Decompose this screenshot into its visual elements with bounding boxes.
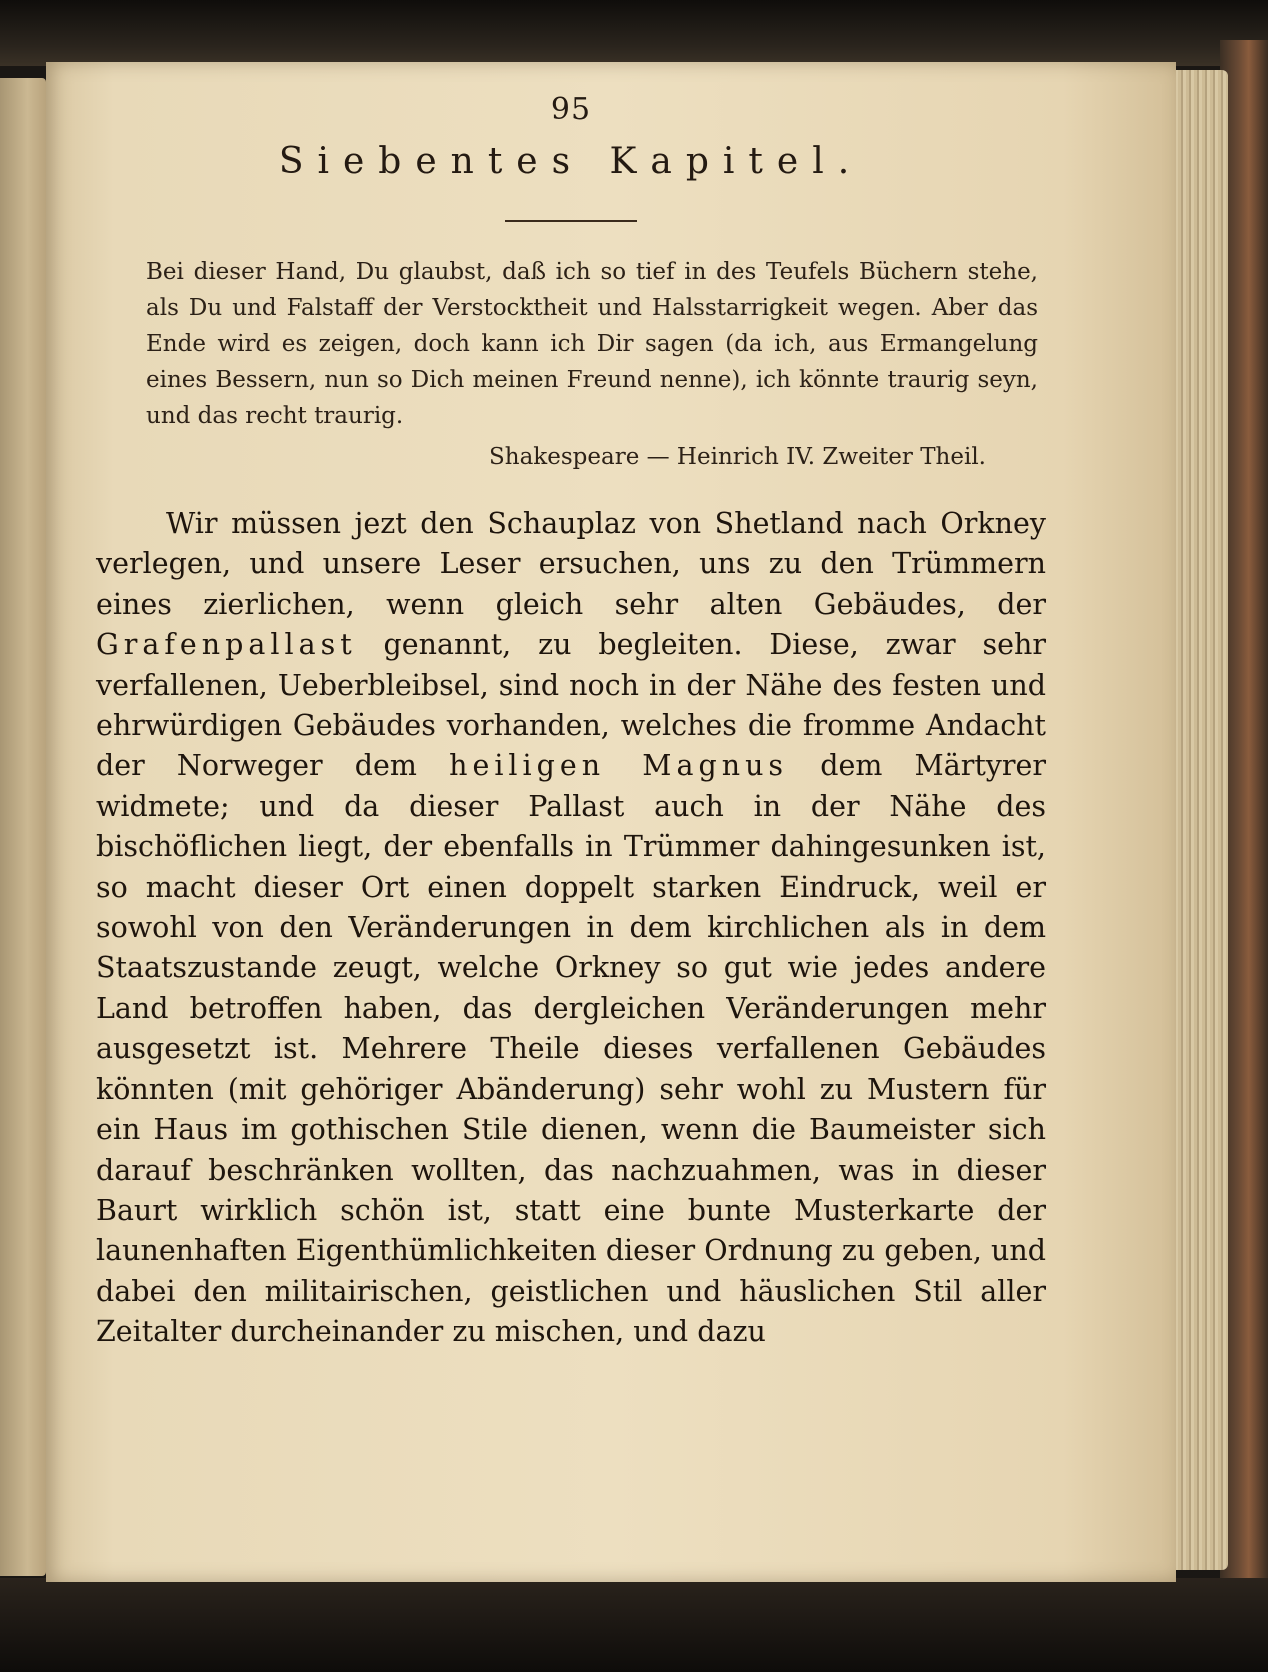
epigraph: Bei dieser Hand, Du glaubst, daß ich so tief in des Teufels Büchern stehe, als Du und Falstaff der Verstocktheit und Halsstarrigkeit wegen. Aber das Ende wird es zeigen, doch kann ich Dir sagen (da ich, aus Ermangelung eines Bessern, nun so Dich meinen Freund nenne), ich könnte traurig seyn, und das recht traurig. (146, 259, 1038, 429)
body-text-part-2: genannt, zu begleiten. Diese, zwar sehr verfallenen, Ueberbleibsel, sind noch in der Nähe des festen und ehrwürdigen Gebäudes vorhanden, welches die fromme Andacht der Norweger dem (96, 628, 1046, 783)
page-block-edges (1170, 70, 1228, 1570)
chapter-title: Siebentes Kapitel. (278, 141, 864, 182)
book-cover-bottom (0, 1578, 1268, 1672)
page-number: 95 (550, 92, 592, 127)
page-content (96, 92, 1046, 1353)
body-text-emphasis-magnus: heiligen Magnus (449, 749, 789, 783)
previous-page-edge (0, 78, 46, 1576)
body-text-emphasis-grafenpallast: Grafenpallast (96, 628, 357, 662)
epigraph-attribution: Shakespeare — Heinrich IV. Zweiter Theil. (489, 444, 986, 470)
body-paragraph (96, 504, 1046, 1353)
book-cover-top (0, 0, 1268, 66)
body-text-part-1: Wir müssen jezt den Schauplaz von Shetland nach Orkney verlegen, und unsere Leser ersuchen, uns zu den Trümmern eines zierlichen, wenn gleich sehr alten Gebäudes, der (96, 507, 1046, 621)
body-text-part-3: dem Märtyrer widmete; und da dieser Pallast auch in der Nähe des bischöflichen liegt, der ebenfalls in Trümmer dahingesunken ist, so macht dieser Ort einen doppelt starken Eindruck, weil er sowohl von den Veränderungen in dem kirchlichen als in dem Staatszustande zeugt, welche Orkney so gut wie jedes andere Land betroffen haben, das dergleichen Veränderungen mehr ausgesetzt ist. Mehrere Theile dieses verfallenen Gebäudes könnten (mit gehöriger Abänderung) sehr wohl zu Mustern für ein Haus im gothischen Stile dienen, wenn die Baumeister sich darauf beschränken wollten, das nachzuahmen, was in dieser Baurt wirklich schön ist, statt eine bunte Musterkarte der launenhaften Eigenthümlichkeiten dieser Ordnung zu geben, und dabei den militairischen, geistlichen und häuslichen Stil aller Zeitalter durcheinander zu mischen, und dazu (96, 749, 1046, 1349)
title-divider (505, 220, 637, 222)
